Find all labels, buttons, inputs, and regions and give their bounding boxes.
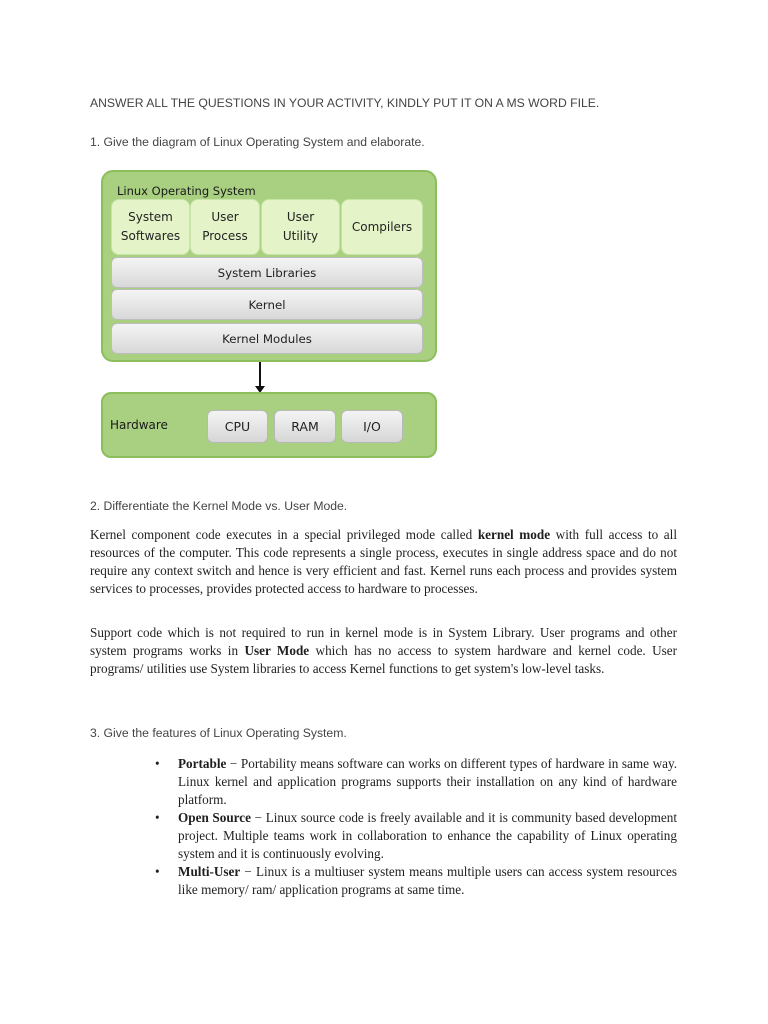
hardware-cpu: CPU xyxy=(207,410,268,443)
app-line: Utility xyxy=(282,229,319,243)
feature-open-source xyxy=(155,809,677,863)
layer-system-libraries: System Libraries xyxy=(111,257,423,288)
bullet-icon: • xyxy=(155,756,160,771)
p2-text-start: Support code which is not required to run in kernel mode is in System Library. User programs and other system programs works in xyxy=(90,625,677,658)
layer-kernel: Kernel xyxy=(111,289,423,320)
hardware-label: Hardware xyxy=(110,418,168,432)
app-line: User xyxy=(286,210,315,224)
hardware-io: I/O xyxy=(341,410,403,443)
feature-term: Open Source xyxy=(178,810,251,825)
p1-text-end: with full access to all resources of the computer. This code represents a single process, executes in single address space and do not require any context switch and hence is very efficient and fast. Kernel runs each process and provides system services to processes, provides protected access to hardware to processes. xyxy=(90,527,677,596)
app-compilers xyxy=(341,199,423,255)
question-1: 1. Give the diagram of Linux Operating System and elaborate. xyxy=(90,135,425,149)
feature-multi-user xyxy=(155,863,677,899)
layer-kernel-modules: Kernel Modules xyxy=(111,323,423,354)
app-line: User xyxy=(211,210,239,224)
bullet-icon: • xyxy=(155,810,160,825)
hardware-ram: RAM xyxy=(274,410,336,443)
app-line: System xyxy=(128,210,173,224)
p2-bold-term: User Mode xyxy=(244,643,310,658)
feature-text: − Linux source code is freely available and it is community based development project. Multiple teams work in collaboration to enhance the capability of Linux operating system and it is continuously evolving. xyxy=(178,810,677,861)
app-user-utility xyxy=(261,199,340,255)
os-title: Linux Operating System xyxy=(117,184,256,198)
p1-text-start: Kernel component code executes in a special privileged mode called xyxy=(90,527,478,542)
instruction-heading: ANSWER ALL THE QUESTIONS IN YOUR ACTIVITY, KINDLY PUT IT ON A MS WORD FILE. xyxy=(90,96,600,110)
feature-portable xyxy=(155,755,677,809)
app-line: Softwares xyxy=(120,229,181,243)
question-3: 3. Give the features of Linux Operating System. xyxy=(90,726,347,740)
p2-text-end: which has no access to system hardware and kernel code. User programs/ utilities use System libraries to access Kernel functions to get system's low-level tasks. xyxy=(90,643,677,676)
app-line: Process xyxy=(202,229,248,243)
feature-term: Portable xyxy=(178,756,227,771)
bullet-icon: • xyxy=(155,864,160,879)
question-2: 2. Differentiate the Kernel Mode vs. User Mode. xyxy=(90,499,348,513)
feature-term: Multi-User xyxy=(178,864,241,879)
feature-text: − Linux is a multiuser system means multiple users can access system resources like memory/ ram/ application programs at same time. xyxy=(178,864,677,897)
app-user-process xyxy=(190,199,260,255)
arrow-down xyxy=(259,362,261,388)
paragraph-kernel-mode xyxy=(90,526,677,598)
features-list xyxy=(155,755,677,899)
app-line: Compilers xyxy=(351,219,413,234)
app-system-softwares xyxy=(111,199,190,255)
feature-text: − Portability means software can works on different types of hardware in same way. Linux kernel and application programs supports their installation on any kind of hardware platform. xyxy=(178,756,677,807)
paragraph-user-mode xyxy=(90,624,677,678)
p1-bold-term: kernel mode xyxy=(477,527,551,542)
